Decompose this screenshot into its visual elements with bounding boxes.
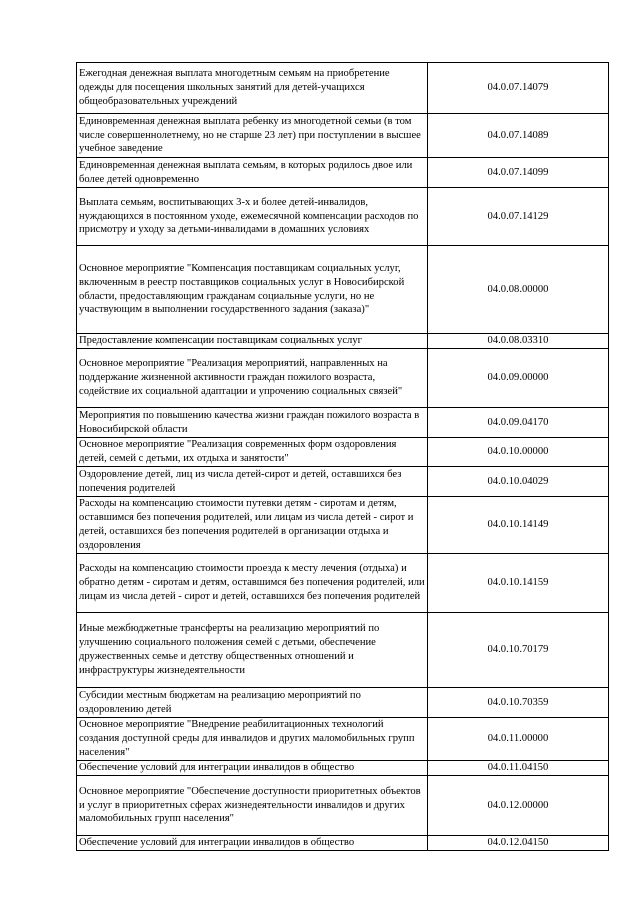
table-row [77,688,609,718]
row-name-cell: Единовременная денежная выплата семьям, в которых родилось двое или более детей одновременно [77,158,428,188]
row-name-cell: Основное мероприятие "Реализация мероприятий, направленных на поддержание жизненной активности граждан пожилого возраста, содействие их социальной адаптации и упрочению социальных связей" [77,349,428,408]
table-row [77,188,609,246]
row-name-cell: Мероприятия по повышению качества жизни граждан пожилого возраста в Новосибирской области [77,408,428,438]
row-code-cell: 04.0.08.03310 [428,334,609,349]
table-row [77,349,609,408]
table-row [77,246,609,334]
row-name-cell: Основное мероприятие "Обеспечение доступности приоритетных объектов и услуг в приоритетных сферах жизнедеятельности инвалидов и других маломобильных групп населения" [77,776,428,836]
budget-classification-table [76,62,609,851]
row-code-cell: 04.0.07.14079 [428,63,609,114]
row-code-cell: 04.0.08.00000 [428,246,609,334]
row-code-cell: 04.0.12.00000 [428,776,609,836]
table-row [77,554,609,613]
row-name-cell: Единовременная денежная выплата ребенку из многодетной семьи (в том числе совершеннолетнему, но не старше 23 лет) при поступлении в высшее учебное заведение [77,114,428,158]
table-row [77,613,609,688]
row-code-cell: 04.0.10.14149 [428,497,609,554]
row-name-cell: Оздоровление детей, лиц из числа детей-сирот и детей, оставшихся без попечения родителей [77,467,428,497]
table-row [77,438,609,467]
row-code-cell: 04.0.07.14089 [428,114,609,158]
table-row [77,334,609,349]
row-code-cell: 04.0.09.04170 [428,408,609,438]
row-code-cell: 04.0.10.70359 [428,688,609,718]
row-name-cell: Ежегодная денежная выплата многодетным семьям на приобретение одежды для посещения школьных занятий для детей-учащихся общеобразовательных учреждений [77,63,428,114]
table-row [77,761,609,776]
row-name-cell: Субсидии местным бюджетам на реализацию мероприятий по оздоровлению детей [77,688,428,718]
row-code-cell: 04.0.10.00000 [428,438,609,467]
row-name-cell: Обеспечение условий для интеграции инвалидов в общество [77,761,428,776]
row-code-cell: 04.0.09.00000 [428,349,609,408]
row-code-cell: 04.0.10.04029 [428,467,609,497]
row-name-cell: Обеспечение условий для интеграции инвалидов в общество [77,836,428,851]
table-row [77,497,609,554]
row-name-cell: Выплата семьям, воспитывающих 3-х и более детей-инвалидов, нуждающихся в постоянном уходе, ежемесячной компенсации расходов по присмотру и уходу за детьми-инвалидами в домашних условиях [77,188,428,246]
table-row [77,467,609,497]
row-name-cell: Расходы на компенсацию стоимости проезда к месту лечения (отдыха) и обратно детям - сиротам и детям, оставшимся без попечения родителей, или лицам из числа детей - сирот и детей, оставшихся без попечения родителей [77,554,428,613]
table-row [77,114,609,158]
row-code-cell: 04.0.07.14099 [428,158,609,188]
row-name-cell: Основное мероприятие "Внедрение реабилитационных технологий создания доступной среды для инвалидов и других маломобильных групп населения" [77,718,428,761]
row-code-cell: 04.0.10.70179 [428,613,609,688]
row-name-cell: Основное мероприятие "Компенсация поставщикам социальных услуг, включенным в реестр поставщиков социальных услуг в Новосибирской области, предоставляющим гражданам социальные услуги, но не участвующим в выполнении государственного задания (заказа)" [77,246,428,334]
table-row [77,718,609,761]
row-code-cell: 04.0.10.14159 [428,554,609,613]
table-row [77,836,609,851]
table-row [77,408,609,438]
row-name-cell: Основное мероприятие "Реализация современных форм оздоровления детей, семей с детьми, их отдыха и занятости" [77,438,428,467]
row-code-cell: 04.0.11.00000 [428,718,609,761]
table-row [77,63,609,114]
row-name-cell: Расходы на компенсацию стоимости путевки детям - сиротам и детям, оставшимся без попечения родителей, или лицам из числа детей - сирот и детей, оставшихся без попечения родителей в организации отдыха и оздоровления [77,497,428,554]
table-row [77,158,609,188]
row-code-cell: 04.0.12.04150 [428,836,609,851]
row-name-cell: Иные межбюджетные трансферты на реализацию мероприятий по улучшению социального положения семей с детьми, обеспечение дружественных семье и детству общественных отношений и инфраструктуры жизнедеятельности [77,613,428,688]
row-code-cell: 04.0.07.14129 [428,188,609,246]
table-row [77,776,609,836]
row-code-cell: 04.0.11.04150 [428,761,609,776]
row-name-cell: Предоставление компенсации поставщикам социальных услуг [77,334,428,349]
